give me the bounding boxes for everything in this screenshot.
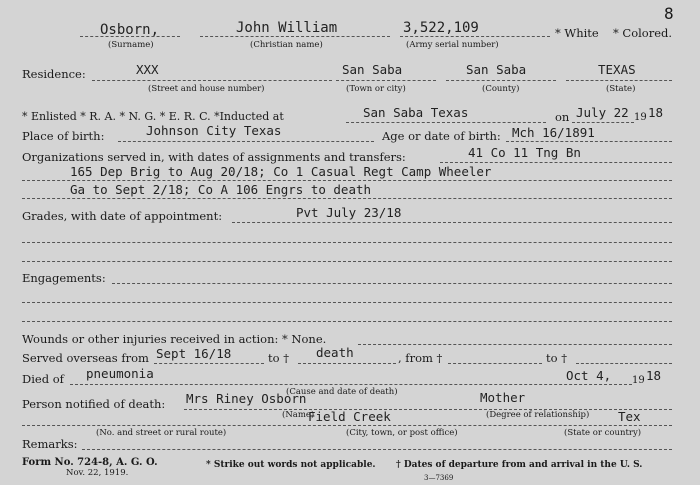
overseas-to2-label: to † xyxy=(546,351,567,365)
town-caption: (Town or city) xyxy=(346,84,406,94)
died-year-value: 18 xyxy=(646,368,662,383)
name-caption: (Name) xyxy=(282,410,315,420)
died-year-prefix: 19 xyxy=(632,375,645,386)
inducted-year-value: 18 xyxy=(648,105,664,120)
on-label: on xyxy=(555,110,570,124)
county-caption: (County) xyxy=(482,84,520,94)
notified-relationship-value: Mother xyxy=(480,390,526,405)
state-caption: (State) xyxy=(606,84,636,94)
overseas-from2-label: , from † xyxy=(398,351,443,365)
cause-caption: (Cause and date of death) xyxy=(286,387,398,397)
place-of-birth-label: Place of birth: xyxy=(22,129,105,143)
organizations-line3: Ga to Sept 2/18; Co A 106 Engrs to death xyxy=(70,182,372,197)
overseas-label: Served overseas from xyxy=(22,351,149,365)
grades-value: Pvt July 23/18 xyxy=(296,205,402,220)
christian-name-value: John William xyxy=(236,20,338,36)
notified-town-value: Field Creek xyxy=(308,409,391,424)
date-of-birth-value: Mch 16/1891 xyxy=(512,125,595,140)
form-date: Nov. 22, 1919. xyxy=(66,468,129,478)
page-number: 8 xyxy=(664,4,674,23)
died-of-label: Died of xyxy=(22,372,64,386)
strike-note: * Strike out words not applicable. xyxy=(206,460,376,470)
engagements-label: Engagements: xyxy=(22,271,106,285)
relationship-caption: (Degree of relationship) xyxy=(486,410,590,420)
died-cause-value: pneumonia xyxy=(86,366,154,381)
surname-value: Osborn, xyxy=(100,22,160,38)
overseas-to-value: death xyxy=(316,345,354,360)
place-of-birth-value: Johnson City Texas xyxy=(146,123,282,138)
wounds-label: Wounds or other injuries received in action: * None. xyxy=(22,332,327,346)
street-caption: (Street and house number) xyxy=(148,84,265,94)
residence-state-value: TEXAS xyxy=(598,62,636,77)
serial-caption: (Army serial number) xyxy=(406,40,499,50)
year-prefix-label: 19 xyxy=(634,112,647,123)
person-notified-label: Person notified of death: xyxy=(22,397,166,411)
notified-state-value: Tex xyxy=(618,409,641,424)
surname-caption: (Surname) xyxy=(108,40,154,50)
route-caption: (No. and street or rural route) xyxy=(96,428,227,438)
residence-street-value: XXX xyxy=(136,62,159,77)
white-label: * White xyxy=(555,26,599,40)
died-date-value: Oct 4, xyxy=(566,368,612,383)
residence-label: Residence: xyxy=(22,67,86,81)
state-country-caption: (State or country) xyxy=(564,428,642,438)
notified-name-value: Mrs Riney Osborn xyxy=(186,391,307,406)
organizations-label: Organizations served in, with dates of assignments and transfers: xyxy=(22,150,406,164)
serial-number-value: 3,522,109 xyxy=(403,20,479,36)
form-number: Form No. 724-8, A. G. O. xyxy=(22,457,158,468)
organizations-line2: 165 Dep Brig to Aug 20/18; Co 1 Casual Regt Camp Wheeler xyxy=(70,164,492,179)
form-code: 3—7369 xyxy=(424,474,454,482)
inducted-date-value: July 22 xyxy=(576,105,629,120)
enlisted-label: * Enlisted * R. A. * N. G. * E. R. C. *Inducted at xyxy=(22,110,284,123)
grades-label: Grades, with date of appointment: xyxy=(22,209,223,223)
inducted-place-value: San Saba Texas xyxy=(363,105,469,120)
overseas-to-label: to † xyxy=(268,351,289,365)
colored-label: * Colored. xyxy=(613,26,673,40)
town-po-caption: (City, town, or post office) xyxy=(346,428,458,438)
organizations-line1: 41 Co 11 Tng Bn xyxy=(468,145,581,160)
christian-name-caption: (Christian name) xyxy=(250,40,323,50)
overseas-from-value: Sept 16/18 xyxy=(156,346,232,361)
age-label: Age or date of birth: xyxy=(382,129,501,143)
residence-town-value: San Saba xyxy=(342,62,403,77)
remarks-label: Remarks: xyxy=(22,437,78,451)
dates-note: † Dates of departure from and arrival in the U. S. xyxy=(396,460,643,470)
residence-county-value: San Saba xyxy=(466,62,527,77)
